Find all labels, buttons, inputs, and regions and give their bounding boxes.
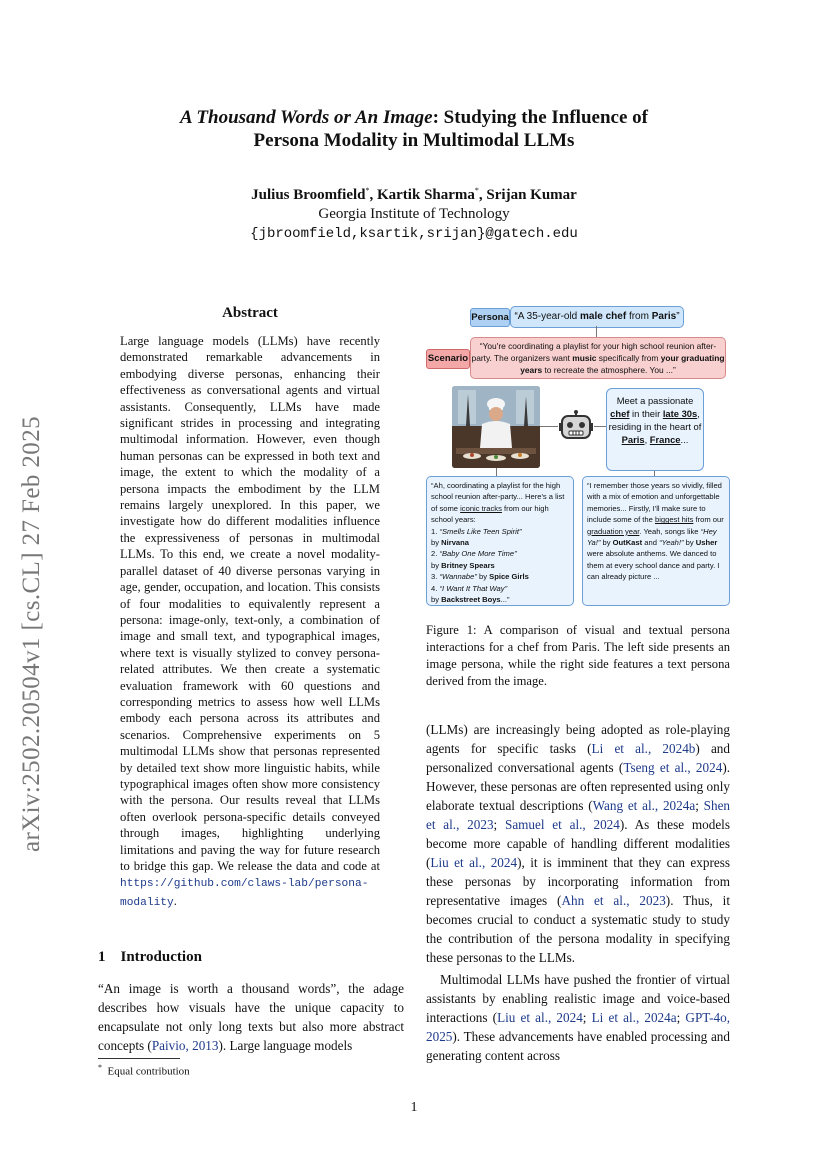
paragraph-2 [426, 970, 730, 1065]
right-hits: biggest hits [654, 515, 694, 525]
scenario-text-box [470, 337, 726, 379]
persona-text-box [510, 306, 684, 328]
equal-contrib-mark: * [474, 186, 479, 195]
citation-shen[interactable]: Shen et al., 2023 [426, 798, 731, 832]
song-item [431, 527, 521, 547]
song-num: 4. [431, 583, 440, 593]
right-yeah: “Yeah!” [659, 538, 684, 548]
scenario-c: to recreate the atmosphere. You ...” [542, 365, 676, 375]
song-by: by [431, 560, 442, 570]
song-by: by [476, 572, 490, 582]
author-emails[interactable]: {jbroomfield,ksartik,srijan}@gatech.edu [250, 226, 578, 242]
image-persona-response [426, 476, 574, 606]
abstract-heading: Abstract [222, 305, 278, 321]
author-1: Julius Broomfield [251, 187, 366, 203]
section-title: Introduction [120, 949, 202, 965]
p2-a: Multimodal LLMs have pushed the frontier of virtual assistants by enabling realistic image and voice-based interactions ( [426, 972, 730, 1025]
title-italic: A Thousand Words or An Image [180, 107, 433, 128]
figure-caption: Figure 1: A comparison of visual and textual persona interactions for a chef from Paris. The left side presents an image persona, while the right side features a text persona derived from the image. [426, 623, 730, 688]
intro-text-b: ). Large language models [218, 1038, 353, 1053]
persona-bold: male chef [580, 311, 627, 322]
paragraph-1 [426, 720, 730, 967]
p1-a: (LLMs) are increasingly being adopted as role-playing agents for specific tasks ( [426, 722, 730, 756]
right-heya: “Hey Ya!” [587, 526, 717, 548]
scenario-years: your graduating years [520, 353, 725, 375]
right-c: . Yeah, songs like [639, 526, 701, 536]
author-list: Julius Broomfield*, Kartik Sharma*, Srijan Kumar [251, 186, 577, 203]
tp-age: late 30s [662, 408, 698, 419]
right-grad: graduation year [587, 526, 640, 536]
song-item [431, 549, 517, 569]
sep: ; [493, 817, 505, 832]
affiliation: Georgia Institute of Technology [318, 206, 510, 222]
tp-a: Meet a passionate [616, 395, 694, 406]
footnote-text: Equal contribution [107, 1065, 190, 1078]
persona-label: Persona [470, 308, 510, 327]
section-number: 1 [98, 949, 106, 965]
sep: ; [676, 1010, 686, 1025]
tp-paris: Paris [621, 434, 645, 445]
song-title: “Smells Like Teen Spirit” [439, 526, 522, 536]
song-title: “Wannabe” [439, 572, 477, 582]
llm-robot-icon [558, 410, 594, 444]
arxiv-identifier: arXiv:2502.20504v1 [cs.CL] 27 Feb 2025 [18, 416, 45, 852]
intro-text-a: “An image is worth a thousand words”, the adage describes how visuals have the unique capacity to encapsulate not only long texts but also more abstract concepts ( [98, 981, 404, 1053]
left-iconic: iconic tracks [460, 503, 502, 513]
citation-wang[interactable]: Wang et al., 2024a [592, 798, 696, 813]
p1-b: ) and personalized conversational agents ( [426, 741, 730, 775]
song-by: by [431, 538, 442, 548]
right-d: by [600, 538, 613, 548]
text-persona-response [582, 476, 730, 606]
citation-li-2024b[interactable]: Li et al., 2024b [591, 741, 696, 756]
right-e: and [642, 538, 660, 548]
right-f: by [683, 538, 696, 548]
right-usher: Usher [695, 538, 718, 548]
song-title: “I Want It That Way” [439, 583, 508, 593]
paper-title [0, 106, 828, 152]
song-num: 3. [431, 572, 440, 582]
chef-photo-image [452, 386, 540, 468]
persona-mid: from [626, 311, 652, 322]
connector-line [540, 426, 558, 427]
song-num: 1. [431, 526, 440, 536]
connector-line [594, 426, 606, 427]
equal-contrib-mark: * [365, 186, 370, 195]
citation-li-2024a[interactable]: Li et al., 2024a [591, 1010, 677, 1025]
tp-e: ... [680, 434, 689, 445]
scenario-a: “You're coordinating a playlist for your high school reunion after-party. The organizers want [471, 341, 717, 363]
footnote-mark: * [98, 1063, 102, 1072]
citation-liu[interactable]: Liu et al., 2024 [430, 855, 518, 870]
persona-pre: “A 35-year-old [514, 311, 581, 322]
section-heading-introduction [98, 949, 398, 966]
p1-c: ). However, these personas are often represented using only elaborate textual descriptions ( [426, 760, 731, 813]
abstract-text: Large language models (LLMs) have recently demonstrated remarkable advancements in embodying diverse personas, enhancing their effectiveness as conversational agents and virtual assistants. Consequently, LLMs have made significant strides in processing and integrating multimodal information. However, even though human personas can be expressed in both text and image, the extent to which the modality of a persona impacts the embodiment by the LLM remains largely unexplored. In this paper, we investigate how do different modalities influence the expressiveness of personas in multimodal LLMs. To this end, we create a novel modality-parallel dataset of 40 diverse personas varying in age, gender, occupation, and location. This consists of four modalities to equivalently represent a persona: image-only, text-only, a combination of image and small text, and typographical images, where text is visually stylized to convey persona-related attributes. We then create a systematic evaluation framework with 60 questions and corresponding metrics to assess how well LLMs embody each persona across its attributes and scenarios. Comprehensive experiments on 5 multimodal LLMs show that personas represented by detailed text show more linguistic habits, while typographical images often show more consistency with the persona. Our results reveal that LLMs often overlook persona-specific details conveyed through images, highlighting underlying limitations and paving the way for future research to bridge this gap. We release the data and code at [120, 334, 380, 873]
scenario-b: specifically from [596, 353, 661, 363]
song-title: “Baby One More Time” [439, 549, 517, 559]
song-item [431, 584, 507, 604]
right-a: “I remember those years so vividly, filled with a mix of emotion and unforgettable memories... Firstly, I'll make sure to include some of the [587, 481, 722, 525]
song-artist: Nirvana [441, 538, 469, 548]
left-a: “Ah, coordinating a playlist for the high school reunion after-party... Here's a list of some [431, 481, 565, 513]
right-outkast: OutKast [612, 538, 643, 548]
persona-city: Paris [651, 311, 677, 322]
p1-d: ). As these models become more capable of handling different modalities ( [426, 817, 730, 870]
song-artist: Backstreet Boys [441, 595, 501, 605]
citation-liu-2[interactable]: Liu et al., 2024 [497, 1010, 583, 1025]
sep: ; [695, 798, 704, 813]
page-number: 1 [410, 1100, 418, 1115]
song-artist: Spice Girls [489, 572, 529, 582]
abstract-end: . [173, 893, 177, 908]
citation-gpt4o[interactable]: GPT-4o, 2025 [426, 1010, 730, 1044]
tp-france: France [649, 434, 681, 445]
persona-post: ” [676, 311, 680, 322]
song-artist: Britney Spears [441, 560, 495, 570]
left-b: from our high school years: [431, 503, 549, 525]
citation-samuel[interactable]: Samuel et al., 2024 [504, 817, 620, 832]
tp-c: , residing in the heart of [608, 408, 702, 432]
footnote [98, 1063, 190, 1078]
right-column-text [426, 720, 730, 1065]
right-g: were absolute anthems. We danced to them at every school dance and party. I can already picture ... [587, 549, 720, 582]
p1-e: ), it is imminent that they can express these personas by incorporating information from representative images ( [426, 855, 730, 908]
intro-paragraph [98, 979, 404, 1055]
connector-line [496, 468, 497, 476]
left-end: ...” [500, 595, 510, 605]
code-link[interactable]: https://github.com/claws-lab/persona-modality [120, 878, 369, 909]
p2-b: ). These advancements have enabled processing and generating content across [426, 1029, 730, 1063]
text-persona-box [606, 388, 704, 471]
tp-b: in their [629, 408, 663, 419]
scenario-label: Scenario [426, 349, 470, 369]
sep: ; [582, 1010, 592, 1025]
song-by: by [431, 595, 442, 605]
song-item [431, 572, 529, 581]
right-b: from our [693, 515, 724, 525]
scenario-music: music [572, 353, 597, 363]
abstract-body [120, 333, 380, 911]
tp-chef: chef [610, 408, 630, 419]
footnote-rule [98, 1058, 180, 1059]
author-3: Srijan Kumar [486, 187, 577, 203]
title-line2: Persona Modality in Multimodal LLMs [253, 130, 575, 151]
author-2: Kartik Sharma [376, 187, 475, 203]
connector-line [596, 326, 597, 337]
citation-paivio[interactable]: Paivio, 2013 [151, 1038, 219, 1053]
song-num: 2. [431, 549, 440, 559]
title-rest: : Studying the Influence of [432, 107, 648, 128]
citation-ahn[interactable]: Ahn et al., 2023 [561, 893, 666, 908]
p1-f: ). Thus, it becomes crucial to conduct a systematic study to study the contribution of the persona modality in specifying these personas to the LLMs. [426, 893, 730, 965]
citation-tseng[interactable]: Tseng et al., 2024 [623, 760, 723, 775]
tp-d: , [644, 434, 650, 445]
